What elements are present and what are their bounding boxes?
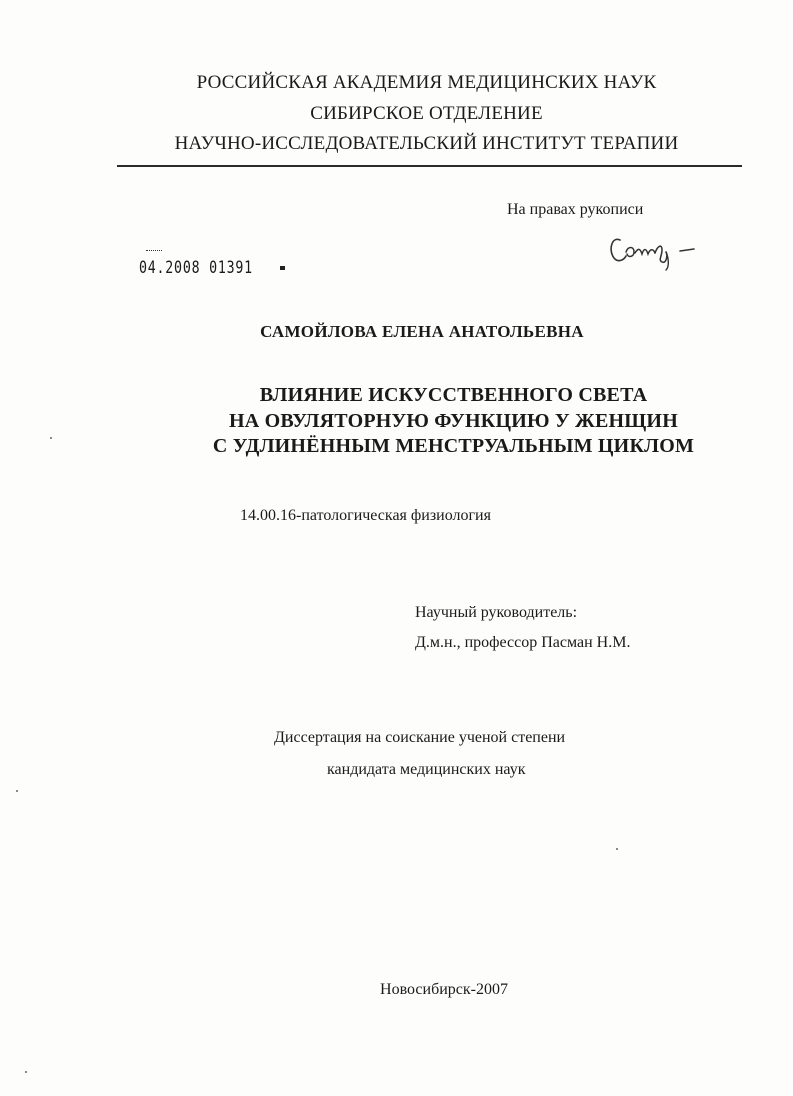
thesis-title-line-2: НА ОВУЛЯТОРНУЮ ФУНКЦИЮ У ЖЕНЩИН xyxy=(229,410,678,432)
scan-speck xyxy=(50,437,52,439)
degree-statement-line-2: кандидата медицинских наук xyxy=(327,761,526,778)
city-year: Новосибирск-2007 xyxy=(380,981,508,998)
scan-speck xyxy=(25,1071,27,1073)
signature-icon xyxy=(606,226,702,274)
registration-ticks xyxy=(146,250,162,255)
registration-number: 04.2008 01391 xyxy=(139,258,253,278)
registration-end-mark xyxy=(280,266,285,270)
manuscript-rights-note: На правах рукописи xyxy=(507,201,644,218)
scan-speck xyxy=(616,848,618,850)
organization-institute: НАУЧНО-ИССЛЕДОВАТЕЛЬСКИЙ ИНСТИТУТ ТЕРАПИИ xyxy=(174,133,679,154)
organization-branch: СИБИРСКОЕ ОТДЕЛЕНИЕ xyxy=(310,103,543,124)
specialty-code: 14.00.16-патологическая физиология xyxy=(240,507,491,524)
thesis-title-line-3: С УДЛИНЁННЫМ МЕНСТРУАЛЬНЫМ ЦИКЛОМ xyxy=(212,435,695,457)
organization-academy: РОССИЙСКАЯ АКАДЕМИЯ МЕДИЦИНСКИХ НАУК xyxy=(196,72,657,93)
header-divider xyxy=(117,165,742,167)
scan-speck xyxy=(16,790,18,792)
supervisor-name: Д.м.н., профессор Пасман Н.М. xyxy=(415,634,631,651)
author-name: САМОЙЛОВА ЕЛЕНА АНАТОЛЬЕВНА xyxy=(260,322,584,341)
degree-statement-line-1: Диссертация на соискание ученой степени xyxy=(274,729,566,746)
supervisor-label: Научный руководитель: xyxy=(415,604,578,621)
thesis-title-line-1: ВЛИЯНИЕ ИСКУССТВЕННОГО СВЕТА xyxy=(259,384,648,406)
